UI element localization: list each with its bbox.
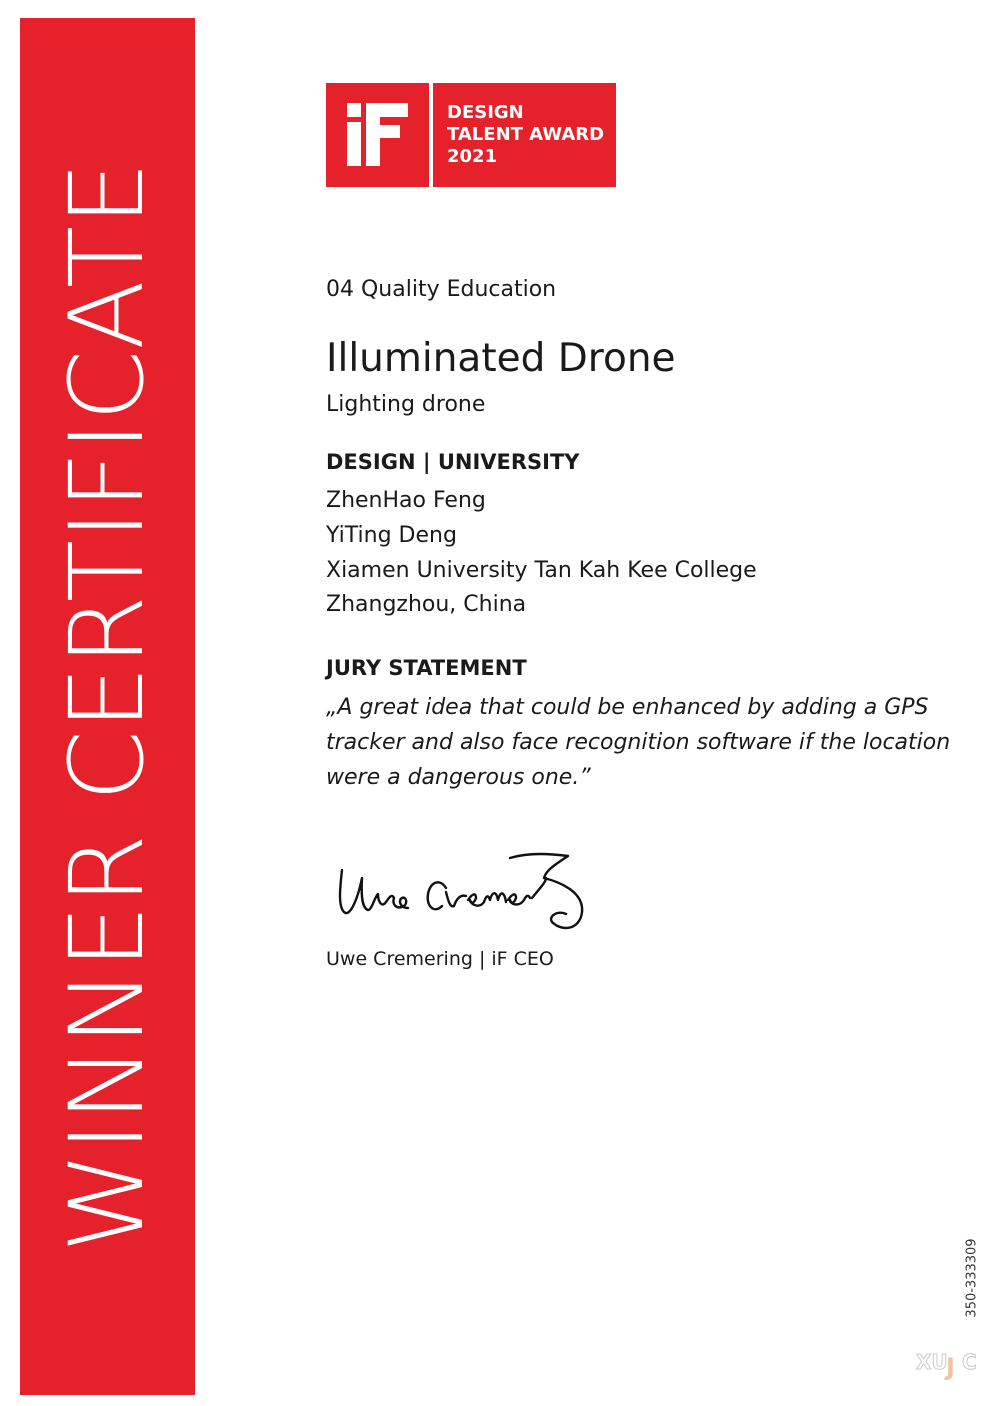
university-name: Xiamen University Tan Kah Kee College (326, 558, 757, 583)
signature (334, 848, 594, 940)
award-line-design: DESIGN (447, 102, 524, 123)
award-line-year: 2021 (447, 146, 498, 167)
if-logo-mark (326, 83, 429, 187)
award-name (433, 83, 616, 187)
winner-certificate-label: WINNER CERTIFICATE (47, 160, 167, 1253)
if-design-talent-award-logo (326, 83, 616, 187)
jury-heading: JURY STATEMENT (326, 656, 527, 680)
svg-text:XU: XU (916, 1350, 948, 1374)
xujc-watermark-logo (914, 1343, 986, 1383)
design-heading: DESIGN | UNIVERSITY (326, 450, 580, 474)
winner-certificate-band (20, 18, 195, 1395)
university-location: Zhangzhou, China (326, 592, 527, 617)
svg-text:C: C (962, 1350, 977, 1374)
entry-category: 04 Quality Education (326, 277, 557, 302)
entry-subtitle: Lighting drone (326, 392, 486, 417)
svg-text:J: J (946, 1353, 955, 1381)
serial-number: 350-333309 (964, 1238, 980, 1318)
designer-name-2: YiTing Deng (326, 523, 457, 548)
designer-name-1: ZhenHao Feng (326, 488, 486, 513)
entry-title: Illuminated Drone (326, 336, 676, 381)
signatory-caption: Uwe Cremering | iF CEO (326, 948, 554, 970)
award-line-talent-award: TALENT AWARD (447, 124, 605, 145)
jury-statement: „A great idea that could be enhanced by adding a GPS tracker and also face recognition software if the location were a dangerous one.” (326, 695, 951, 790)
